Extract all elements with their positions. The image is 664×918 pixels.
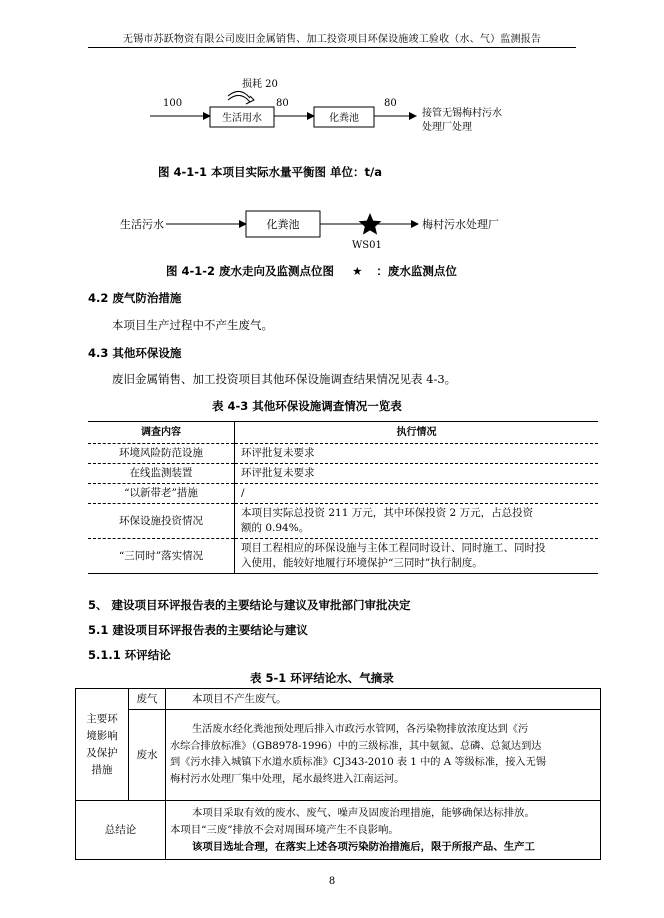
table-row bbox=[88, 444, 598, 464]
header-rule bbox=[88, 47, 576, 48]
loss-curve-2 bbox=[228, 95, 250, 102]
figure-4-1-2-caption bbox=[166, 263, 457, 279]
table-row bbox=[88, 539, 598, 574]
row-status-line: 项目工程相应的环保设施与主体工程同时设计、同时施工、同时投 bbox=[241, 542, 546, 554]
water-line: 到《污水排入城镇下水道水质标准》CJ343-2010 表 1 中的 A 等级标准，接入无锡 bbox=[170, 757, 546, 768]
row-item: “以新带老”措施 bbox=[88, 484, 235, 504]
input-value: 100 bbox=[163, 98, 183, 109]
label-line: 及保护 bbox=[86, 746, 118, 759]
page-number: 8 bbox=[328, 876, 336, 887]
water-balance-diagram bbox=[150, 72, 530, 148]
gas-label: 废气 bbox=[129, 689, 166, 710]
table-4-3 bbox=[88, 421, 598, 574]
impact-measures-label bbox=[76, 689, 129, 801]
water-line: 水综合排放标准》（GB8978-1996）中的三级标准，其中氨氮、总磷、总氮达到达 bbox=[170, 740, 542, 752]
table-row bbox=[88, 484, 598, 504]
output-value: 80 bbox=[384, 98, 397, 109]
flow-source-label: 生活污水 bbox=[120, 218, 164, 231]
water-line: 梅村污水处理厂集中处理，尾水最终进入江南运河。 bbox=[170, 773, 405, 785]
row-item: 环境风险防范设施 bbox=[88, 444, 235, 464]
row-status: / bbox=[235, 484, 599, 504]
destination-line1: 接管无锡梅村污水 bbox=[422, 108, 502, 119]
row-status-line: 入使用，能较好地履行环境保护“三同时”执行制度。 bbox=[241, 557, 483, 569]
domestic-water-label: 生活用水 bbox=[222, 113, 262, 124]
row-item: “三同时”落实情况 bbox=[88, 539, 235, 574]
legend-star-icon: ★ bbox=[352, 264, 363, 278]
septic-tank-label: 化粪池 bbox=[329, 113, 359, 124]
monitoring-point-star-icon bbox=[359, 213, 382, 235]
section-4-3-heading: 4.3 其他环保设施 bbox=[88, 346, 182, 360]
row-status: 环评批复未要求 bbox=[235, 464, 599, 484]
header-status: 执行情况 bbox=[235, 422, 599, 444]
row-status-line: 额的 0.94%。 bbox=[241, 522, 310, 534]
table-row bbox=[88, 464, 598, 484]
table-row bbox=[76, 710, 601, 801]
water-text bbox=[166, 710, 601, 801]
flow-destination-label: 梅村污水处理厂 bbox=[422, 218, 499, 231]
figure-4-1-1-caption: 图 4-1-1 本项目实际水量平衡图 单位：t/a bbox=[158, 165, 383, 179]
row-status: 环评批复未要求 bbox=[235, 444, 599, 464]
summary-line: 本项目“三废”排放不会对周围环境产生不良影响。 bbox=[170, 823, 399, 836]
table-4-3-title: 表 4-3 其他环保设施调查情况一览表 bbox=[212, 399, 402, 413]
row-status bbox=[235, 504, 599, 539]
loss-label: 损耗 20 bbox=[242, 79, 278, 90]
destination-line2: 处理厂处理 bbox=[422, 122, 472, 133]
monitoring-point-label: WS01 bbox=[352, 240, 382, 251]
section-5-1-1-heading: 5.1.1 环评结论 bbox=[88, 648, 171, 662]
to-tank-value: 80 bbox=[276, 98, 289, 109]
section-4-3-text: 废旧金属销售、加工投资项目其他环保设施调查结果情况见表 4-3。 bbox=[112, 372, 457, 386]
figure-4-1-2-caption-text: 图 4-1-2 废水走向及监测点位图 bbox=[166, 264, 335, 278]
table-header-row bbox=[88, 422, 598, 444]
section-4-2-heading: 4.2 废气防治措施 bbox=[88, 291, 182, 305]
table-5-1 bbox=[75, 688, 601, 860]
row-item: 环保设施投资情况 bbox=[88, 504, 235, 539]
gas-text: 本项目不产生废气。 bbox=[166, 689, 601, 710]
table-row bbox=[88, 504, 598, 539]
section-4-2-text: 本项目生产过程中不产生废气。 bbox=[112, 318, 273, 332]
table-5-1-title: 表 5-1 环评结论水、气摘录 bbox=[250, 671, 394, 685]
header-survey-item: 调查内容 bbox=[88, 422, 235, 444]
legend-text: ：废水监测点位 bbox=[376, 264, 457, 278]
summary-label: 总结论 bbox=[76, 801, 166, 860]
section-5-heading: 5、 建设项目环评报告表的主要结论与建议及审批部门审批决定 bbox=[88, 598, 411, 612]
water-line: 生活废水经化粪池预处理后排入市政污水管网，各污染物排放浓度达到《污 bbox=[192, 724, 529, 735]
row-status bbox=[235, 539, 599, 574]
label-line: 主要环 bbox=[86, 712, 118, 725]
summary-text bbox=[166, 801, 601, 860]
summary-line: 该项目选址合理，在落实上述各项污染防治措施后，限于所报产品、生产工 bbox=[192, 840, 535, 853]
report-header: 无锡市苏跃物资有限公司废旧金属销售、加工投资项目环保设施竣工验收（水、气）监测报告 bbox=[122, 34, 542, 45]
wastewater-flow-diagram bbox=[118, 204, 528, 252]
table-row bbox=[76, 689, 601, 710]
water-label: 废水 bbox=[129, 710, 166, 801]
row-item: 在线监测装置 bbox=[88, 464, 235, 484]
row-status-line: 本项目实际总投资 211 万元，其中环保投资 2 万元，占总投资 bbox=[241, 507, 534, 519]
flow-tank-label: 化粪池 bbox=[266, 218, 300, 231]
section-5-1-heading: 5.1 建设项目环评报告表的主要结论与建议 bbox=[88, 623, 308, 637]
table-row bbox=[76, 801, 601, 860]
label-line: 措施 bbox=[91, 763, 113, 776]
label-line: 境影响 bbox=[86, 729, 118, 742]
summary-line: 本项目采取有效的废水、废气、噪声及固废治理措施，能够确保达标排放。 bbox=[192, 806, 535, 819]
